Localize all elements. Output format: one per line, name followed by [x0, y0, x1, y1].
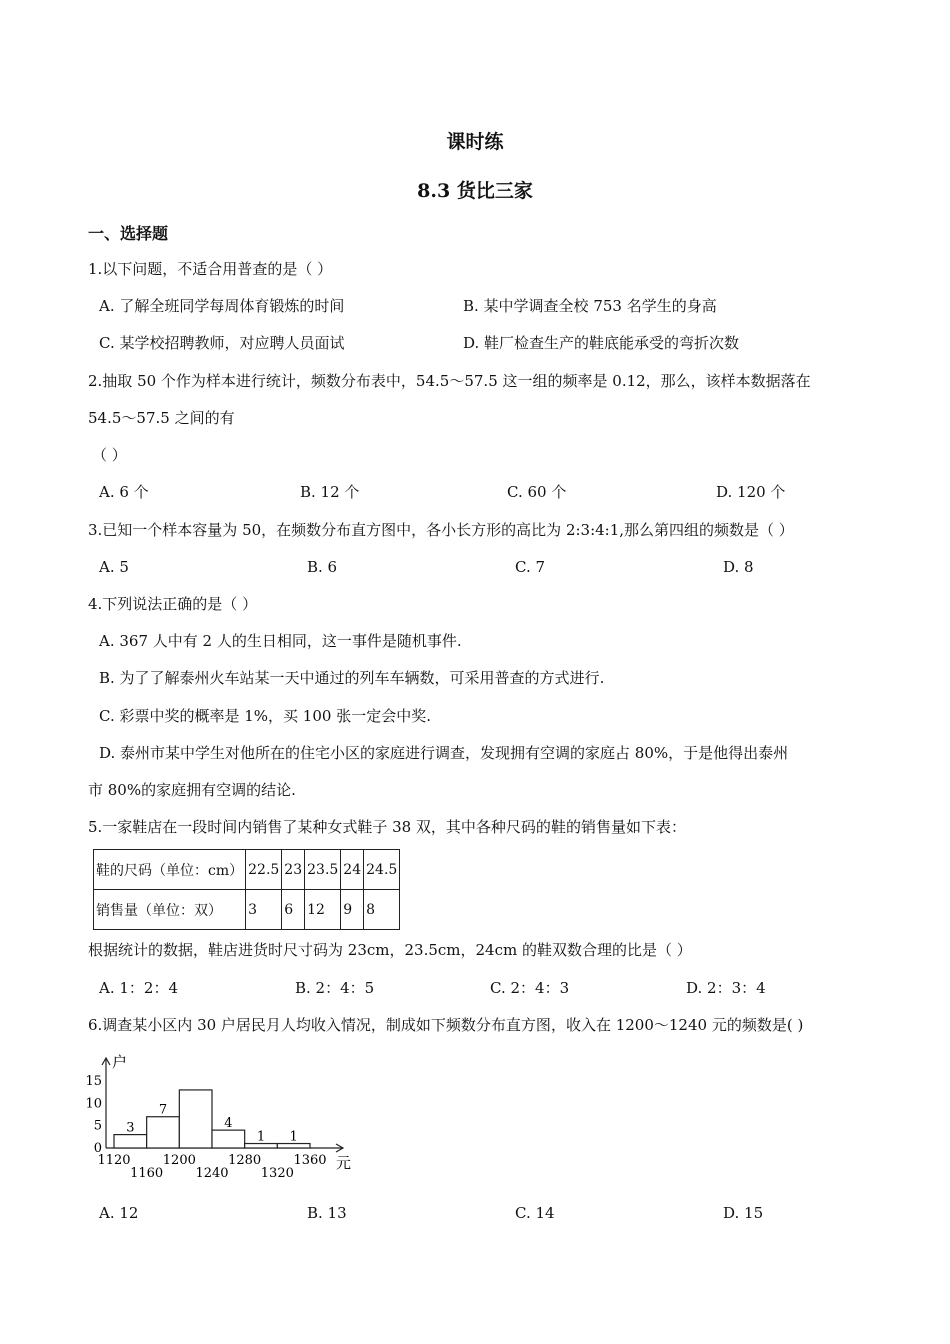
x-tick-label: 1200 [162, 1153, 196, 1168]
table-cell: 24.5 [364, 850, 400, 890]
q1-option-c[interactable]: C. 某学校招聘教师，对应聘人员面试 [99, 334, 345, 352]
y-tick-label: 5 [93, 1118, 102, 1134]
table-cell: 23.5 [305, 850, 341, 890]
y-tick-label: 0 [93, 1141, 102, 1156]
bar-value-label: 3 [126, 1120, 135, 1136]
q5-stem: 5.一家鞋店在一段时间内销售了某种女式鞋子 38 双，其中各种尺码的鞋的销售量如下表： [88, 818, 686, 836]
q5-option-d[interactable]: D. 2：3：4 [686, 979, 766, 997]
q6-stem: 6.调查某小区内 30 户居民月人均收入情况，制成如下频数分布直方图，收入在 1200～1240 元的频数是( ) [88, 1016, 804, 1034]
histogram-bar [147, 1117, 180, 1148]
q6-option-d[interactable]: D. 15 [723, 1204, 764, 1222]
shoe-size-table [93, 849, 400, 930]
x-tick-label: 1120 [97, 1153, 131, 1168]
q3-option-d[interactable]: D. 8 [723, 558, 754, 576]
page-title: 课时练 [446, 131, 504, 153]
q2-option-c[interactable]: C. 60 个 [507, 483, 567, 501]
histogram-labels [85, 1053, 351, 1181]
q5-question: 根据统计的数据，鞋店进货时尺寸码为 23cm，23.5cm，24cm 的鞋双数合理的比是（ ） [88, 941, 692, 959]
table-cell: 22.5 [246, 850, 282, 890]
q4-option-b[interactable]: B. 为了了解泰州火车站某一天中通过的列车车辆数，可采用普查的方式进行. [99, 669, 605, 687]
x-tick-label: 1160 [130, 1166, 164, 1181]
q5-option-c[interactable]: C. 2：4：3 [490, 979, 570, 997]
y-tick-label: 10 [85, 1096, 102, 1112]
x-tick-label: 1280 [228, 1153, 262, 1168]
table-cell: 6 [282, 890, 305, 930]
histogram-bar [114, 1135, 147, 1148]
lesson-subtitle: 8.3 货比三家 [417, 180, 533, 202]
q1-option-d[interactable]: D. 鞋厂检查生产的鞋底能承受的弯折次数 [463, 334, 740, 352]
table-cell: 23 [282, 850, 305, 890]
q6-option-a[interactable]: A. 12 [99, 1204, 139, 1222]
q6-option-b[interactable]: B. 13 [307, 1204, 347, 1222]
y-tick-label: 15 [85, 1074, 102, 1089]
q1-option-b[interactable]: B. 某中学调查全校 753 名学生的身高 [463, 297, 717, 315]
table-cell: 8 [364, 890, 400, 930]
y-axis-title: 户 [112, 1053, 128, 1071]
q2-stem-line1: 2.抽取 50 个作为样本进行统计，频数分布表中，54.5～57.5 这一组的频率是 0.12，那么，该样本数据落在 [88, 372, 811, 390]
bar-value-label: 7 [158, 1102, 168, 1118]
q2-option-a[interactable]: A. 6 个 [99, 483, 149, 501]
q4-option-c[interactable]: C. 彩票中奖的概率是 1%，买 100 张一定会中奖. [99, 707, 431, 725]
q3-option-a[interactable]: A. 5 [99, 558, 129, 576]
x-tick-label: 1240 [195, 1166, 229, 1181]
table-cell: 12 [305, 890, 341, 930]
q4-option-a[interactable]: A. 367 人中有 2 人的生日相同，这一事件是随机事件. [99, 632, 462, 650]
table-cell: 9 [341, 890, 364, 930]
x-tick-label: 1320 [260, 1166, 294, 1181]
table-row [94, 850, 400, 890]
table-cell: 3 [246, 890, 282, 930]
table-header-cell: 销售量（单位：双） [94, 890, 246, 930]
q1-option-a[interactable]: A. 了解全班同学每周体育锻炼的时间 [99, 297, 345, 315]
table-row [94, 890, 400, 930]
q5-option-b[interactable]: B. 2：4：5 [295, 979, 375, 997]
q2-option-b[interactable]: B. 12 个 [300, 483, 360, 501]
income-histogram [80, 1053, 370, 1188]
q2-answer-blank: （ ） [92, 446, 127, 464]
q2-stem-line2: 54.5～57.5 之间的有 [88, 409, 235, 427]
table-header-cell: 鞋的尺码（单位：cm） [94, 850, 246, 890]
q1-stem: 1.以下问题，不适合用普查的是（ ） [88, 260, 333, 278]
histogram-bar [179, 1090, 212, 1148]
q5-option-a[interactable]: A. 1：2：4 [99, 979, 178, 997]
section-heading: 一、选择题 [88, 224, 169, 243]
q4-option-d[interactable]: D. 泰州市某中学生对他所在的住宅小区的家庭进行调查，发现拥有空调的家庭占 80%，于是他得出泰州 [99, 744, 789, 762]
histogram-bar [212, 1130, 245, 1148]
histogram-bars [114, 1090, 310, 1148]
x-axis-title: 元 [336, 1154, 352, 1172]
bar-value-label: 1 [256, 1129, 266, 1145]
bar-value-label: 4 [224, 1116, 233, 1132]
q3-option-b[interactable]: B. 6 [307, 558, 338, 576]
q4-stem: 4.下列说法正确的是（ ） [88, 595, 258, 613]
q3-option-c[interactable]: C. 7 [515, 558, 546, 576]
x-tick-label: 1360 [293, 1153, 327, 1168]
q2-option-d[interactable]: D. 120 个 [716, 483, 786, 501]
q4-option-d-continued: 市 80%的家庭拥有空调的结论. [88, 781, 296, 799]
q6-option-c[interactable]: C. 14 [515, 1204, 555, 1222]
q3-stem: 3.已知一个样本容量为 50，在频数分布直方图中，各小长方形的高比为 2:3:4:1,那么第四组的频数是（ ） [88, 521, 794, 539]
bar-value-label: 1 [289, 1129, 298, 1145]
table-cell: 24 [341, 850, 364, 890]
